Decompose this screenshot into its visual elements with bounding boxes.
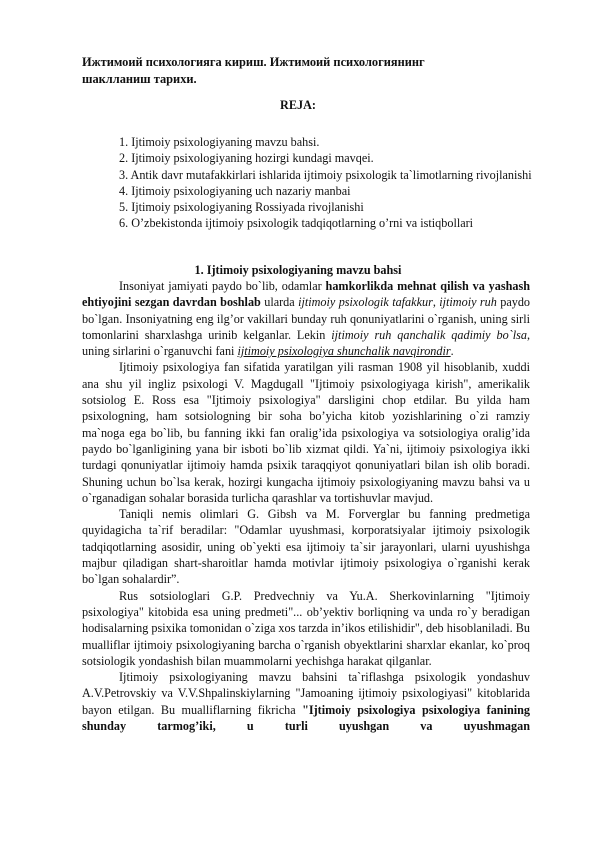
p1-text-g: paydo bo`lgan. Insoniyatning eng ilg’or vakillari bunday ruh qonuniyatlarini o`rganish, uning sirli tomonlarini sharxlashga urinib kelganlar. Lekin <box>82 295 531 342</box>
p1-italic-1: ijtimoiy psixologik tafakkur <box>298 295 433 310</box>
document-title <box>82 54 522 87</box>
paragraph-4: Rus sotsiologlari G.P. Predvechniy va Yu.A. Sherkovinlarning "Ijtimoiy psixologiya" kitobida esa uning predmeti"... ob’yektiv borliqning va unda ro`y beradigan hodisalarning psixika tomonidan o`ziga xos tarzda in’ikos etilishidir", deb hisoblaniladi. Bu mualliflar ijtimoiy psixologiyaning barcha o`rganish obyektlarini sharxlar ekanlar, ko`proq sotsiologik yondashish bilan muammolarni yechishga harakat qilganlar. <box>82 588 530 668</box>
paragraph-2: Ijtimoiy psixologiya fan sifatida yaratilgan yili rasman 1908 yil hisoblanib, xuddi ana shu yil ingliz psixologi V. Magdugall "Ijtimoiy psixologiyaga kirish", amerikalik sotsiolog E. Ross esa "Ijtimoiy psixologiya" darsligini chop etdilar. Bu yilda ham psixologning, ham sotsiologning bir soha bo’yicha kitob yozishlarining o`zi ramziy ma`noga ega bo`lib, bu fanning ikki fan oralig’ida psixologiya va sotsiologiya oralig’ida paydo bo`lganligining yana bir isboti bo`lib xizmat qildi. Ya`ni, ijtimoiy psixologiya ikki turdagi qonuniyatlar ijtimoiy hamda psixik taraqqiyot qonuniyatlari bilan ish olib boradi. Shuning uchun bo`lsa kerak, hozirgi kungacha ijtimoiy psixologiyaning mavzu bahsi va u o`rganadigan sohalar borasida turlicha qarashlar va tortishuvlar mavjud. <box>82 360 530 505</box>
paragraph-3: Taniqli nemis olimlari G. Gibsh va M. Forverglar bu fanning predmetiga quyidagicha ta`rif beradilar: "Odamlar uyushmasi, korporatsiyalar ijtimoiy psixologik tadqiqotlarning asosidir, uning ob`yekti esa ijtimoiy ta`sir jarayonlari, ularni uyushishga majbur qiladigan shart-sharoitlar hamda motivlar ijtimoiy psixologiya o`rganishi kerak bo`lgan sohalardir”. <box>82 507 530 587</box>
p1-text-c: ularda <box>260 295 299 310</box>
plan-item-2: 2. Ijtimoiy psixologiyaning hozirgi kundagi mavqei. <box>119 151 374 166</box>
plan-item-3: 3. Antik davr mutafakkirlari ishlarida ijtimoiy psixologik ta`limotlarning rivojlanishi <box>119 167 532 182</box>
plan-item-1: 1. Ijtimoiy psixologiyaning mavzu bahsi. <box>119 135 320 149</box>
plan-item-6: 6. O’zbekistonda ijtimoiy psixologik tadqiqotlarning o’rni va istiqbollari <box>119 216 474 231</box>
plan-item-5: 5. Ijtimoiy psixologiyaning Rossiyada rivojlanishi <box>119 200 364 215</box>
paragraph-1 <box>82 278 530 359</box>
plan-heading: REJA: <box>280 98 316 112</box>
p1-italic-3: ijtimoiy ruh qanchalik qadimiy bo`lsa <box>331 327 527 342</box>
section-title: 1. Ijtimoiy psixologiyaning mavzu bahsi <box>194 263 402 277</box>
p5-text-a: Ijtimoiy psixologiyaning mavzu bahsini ta`riflashga psixologik yondashuv A.V.Petrovskiy va V.V.Shpalinskiylarning "Jamoaning ijtimoiy psixologiyasi" kitoblarida bayon etilgan. Bu mualliflarning fikricha <box>82 670 530 717</box>
p1-text-a: Insoniyat jamiyati paydo bo`lib, odamlar <box>119 279 326 293</box>
plan-item-4: 4. Ijtimoiy psixologiyaning uch nazariy manbai <box>119 183 351 198</box>
p1-italic-2: ijtimoiy ruh <box>439 295 497 310</box>
p5-bold-phrase: "Ijtimoiy psixologiya psixologiya fanining shunday tarmog’iki, u turli uyushgan va uyushmagan <box>82 702 530 734</box>
section-body <box>82 278 530 734</box>
plan-list <box>82 134 532 232</box>
title-line-1: Ижтимоий психологияга кириш. Ижтимоий психологиянинг <box>82 55 425 69</box>
p1-bold-phrase: hamkorlikda mehnat qilish va yashash ehtiyojini sezgan davrdan boshlab <box>82 279 531 310</box>
p1-text-i: , uning sirlarini o`rganuvchi fani <box>82 327 530 359</box>
p1-text-e: , <box>432 295 440 310</box>
p1-underlined-phrase: ijtimoiy psixologiya shunchalik navqirondir <box>237 344 451 359</box>
paragraph-5 <box>82 669 530 734</box>
title-line-2: шаклланиш тарихи. <box>82 71 197 86</box>
p1-text-k: . <box>450 344 454 359</box>
